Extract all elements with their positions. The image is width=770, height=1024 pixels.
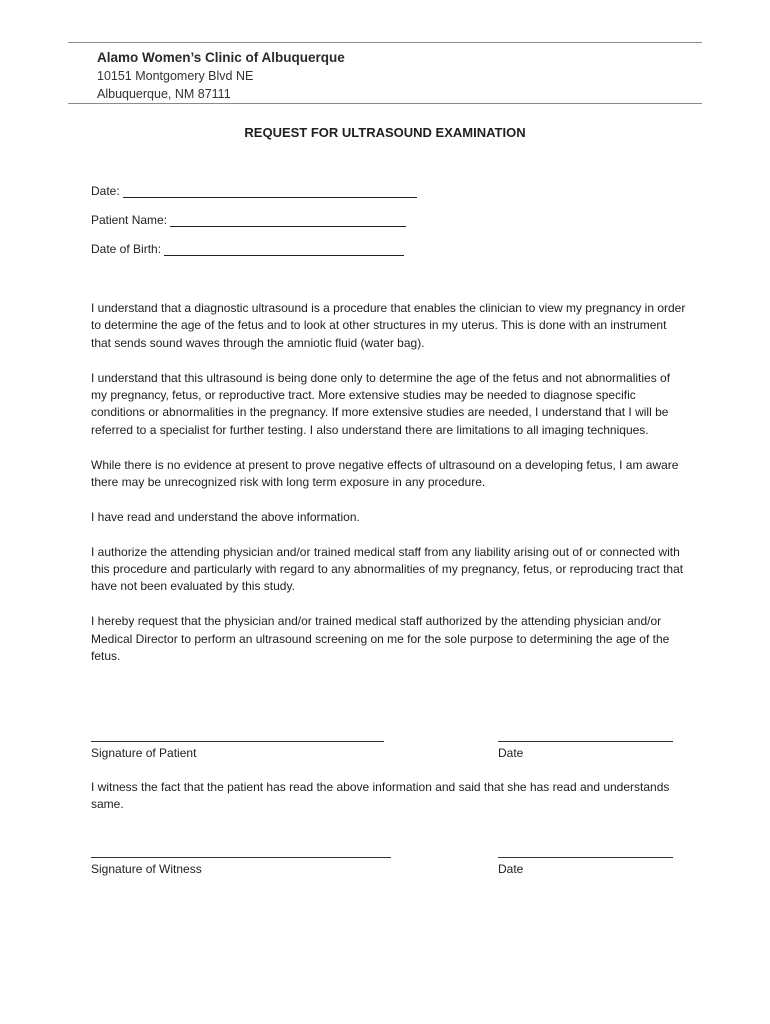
date-field-line[interactable] xyxy=(123,185,417,198)
paragraph-risk: While there is no evidence at present to prove negative effects of ultrasound on a developing fetus, I am aware there may be unrecognized risk with long term exposure in any procedure. xyxy=(91,457,679,490)
page-title: REQUEST FOR ULTRASOUND EXAMINATION xyxy=(244,125,526,140)
clinic-header xyxy=(97,49,345,103)
paragraph-acknowledgement: I have read and understand the above information. xyxy=(91,509,360,524)
patient-name-label: Patient Name: xyxy=(91,213,168,227)
header-bottom-rule xyxy=(68,103,702,104)
witness-statement: I witness the fact that the patient has read the above information and said that she has read and understands same. xyxy=(91,780,670,812)
witness-signature-label: Signature of Witness xyxy=(91,862,202,876)
address-line-1: 10151 Montgomery Blvd NE xyxy=(97,69,254,83)
witness-signature-line[interactable] xyxy=(91,857,391,858)
witness-date-label: Date xyxy=(498,862,524,876)
date-field-label: Date: xyxy=(91,184,120,198)
patient-date-line[interactable] xyxy=(498,741,673,742)
patient-signature-label: Signature of Patient xyxy=(91,746,197,760)
paragraph-purpose: I understand that a diagnostic ultrasound is a procedure that enables the clinician to view my pregnancy in order to determine the age of the fetus and to look at other structures in my uterus. This is done with an instrument that sends sound waves through the amniotic fluid (water bag). xyxy=(91,301,686,350)
patient-signature-line[interactable] xyxy=(91,741,384,742)
witness-date-line[interactable] xyxy=(498,857,673,858)
clinic-name: Alamo Women’s Clinic of Albuquerque xyxy=(97,50,345,65)
patient-name-field[interactable] xyxy=(91,213,406,227)
paragraph-scope: I understand that this ultrasound is being done only to determine the age of the fetus and not abnormalities of my pregnancy, fetus, or reproductive tract. More extensive studies may be needed to diagnose specific conditions or abnormalities in the pregnancy. If more extensive studies are needed, I understand that I will be referred to a specialist for further testing. I also understand there are limitations to all imaging techniques. xyxy=(91,370,671,437)
date-of-birth-field[interactable] xyxy=(91,242,404,256)
date-of-birth-label: Date of Birth: xyxy=(91,242,162,256)
patient-name-line[interactable] xyxy=(170,214,406,227)
paragraph-liability: I authorize the attending physician and/or trained medical staff from any liability arising out of or connected with this procedure and particularly with regard to any abnormalities of my pregnancy, fetus, or reproducing tract that have not been evaluated by this study. xyxy=(91,544,684,594)
patient-date-label: Date xyxy=(498,746,524,760)
date-field[interactable] xyxy=(91,184,417,198)
header-top-rule xyxy=(68,42,702,43)
address-line-2: Albuquerque, NM 87111 xyxy=(97,87,231,101)
paragraph-request: I hereby request that the physician and/or trained medical staff authorized by the attending physician and/or Medical Director to perform an ultrasound screening on me for the sole purpose to determining the age of the fetus. xyxy=(91,614,670,664)
date-of-birth-line[interactable] xyxy=(164,243,404,256)
consent-body xyxy=(91,300,687,683)
